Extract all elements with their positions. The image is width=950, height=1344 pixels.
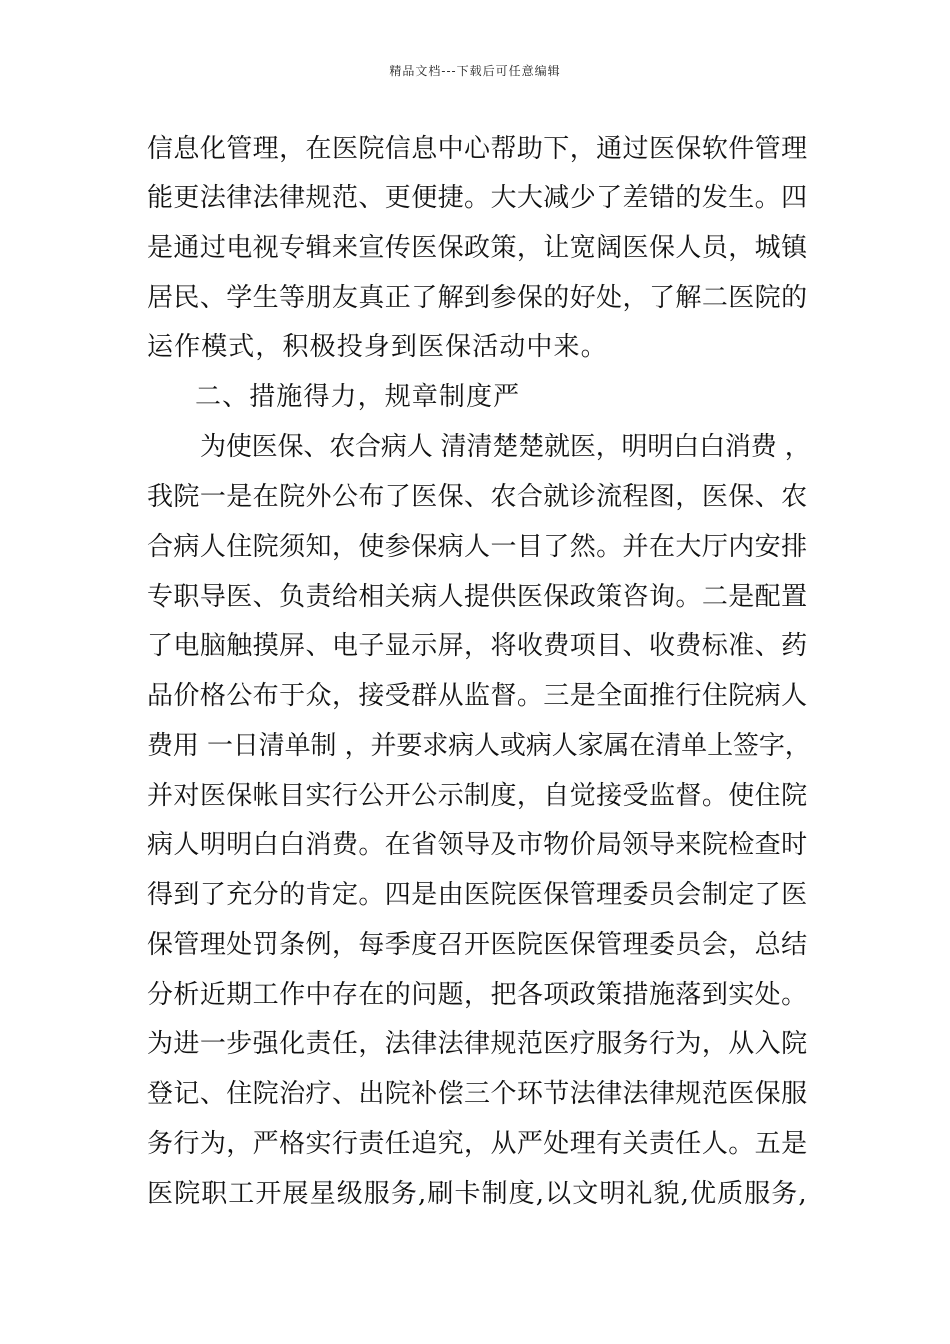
text-line: 病人明明白白消费。在省领导及市物价局领导来院检查时 [147,830,808,860]
text-line: 得到了充分的肯定。四是由医院医保管理委员会制定了医 [147,880,808,910]
text-line: 能更法律法律规范、更便捷。大大减少了差错的发生。四 [147,183,808,213]
text-line: 了电脑触摸屏、电子显示屏，将收费项目、收费标准、药 [147,631,808,661]
text-line: 专职导医、负责给相关病人提供医保政策咨询。二是配置 [147,582,808,612]
text-line: 是通过电视专辑来宣传医保政策，让宽阔医保人员，城镇 [147,233,808,263]
text-line: 并对医保帐目实行公开公示制度，自觉接受监督。使住院 [147,781,808,811]
text-line: 运作模式，积极投身到医保活动中来。 [147,332,608,362]
text-line: 信息化管理，在医院信息中心帮助下，通过医保软件管理 [147,134,808,164]
text-line: 我院一是在院外公布了医保、农合就诊流程图，医保、农 [147,482,808,512]
text-line: 医院职工开展星级服务,刷卡制度,以文明礼貌,优质服务, [147,1179,808,1209]
page-header: 精品文档---下载后可任意编辑 [389,64,561,78]
text-line: 费用 一日清单制 ，并要求病人或病人家属在清单上签字， [147,731,811,761]
text-line: 为进一步强化责任，法律法律规范医疗服务行为，从入院 [147,1029,808,1059]
text-line: 居民、学生等朋友真正了解到参保的好处，了解二医院的 [147,283,808,313]
text-line: 务行为，严格实行责任追究，从严处理有关责任人。五是 [147,1129,808,1159]
text-line: 分析近期工作中存在的问题，把各项政策措施落到实处。 [147,980,808,1010]
section-heading: 二、措施得力，规章制度严 [195,382,521,412]
text-line: 合病人住院须知，使参保病人一目了然。并在大厅内安排 [147,532,808,562]
text-line: 品价格公布于众，接受群从监督。三是全面推行住院病人 [147,681,808,711]
text-line: 保管理处罚条例，每季度召开医院医保管理委员会，总结 [147,930,808,960]
text-line: 登记、住院治疗、出院补偿三个环节法律法律规范医保服 [147,1079,808,1109]
text-line: 为使医保、农合病人 清清楚楚就医，明明白白消费 ， [200,432,811,462]
